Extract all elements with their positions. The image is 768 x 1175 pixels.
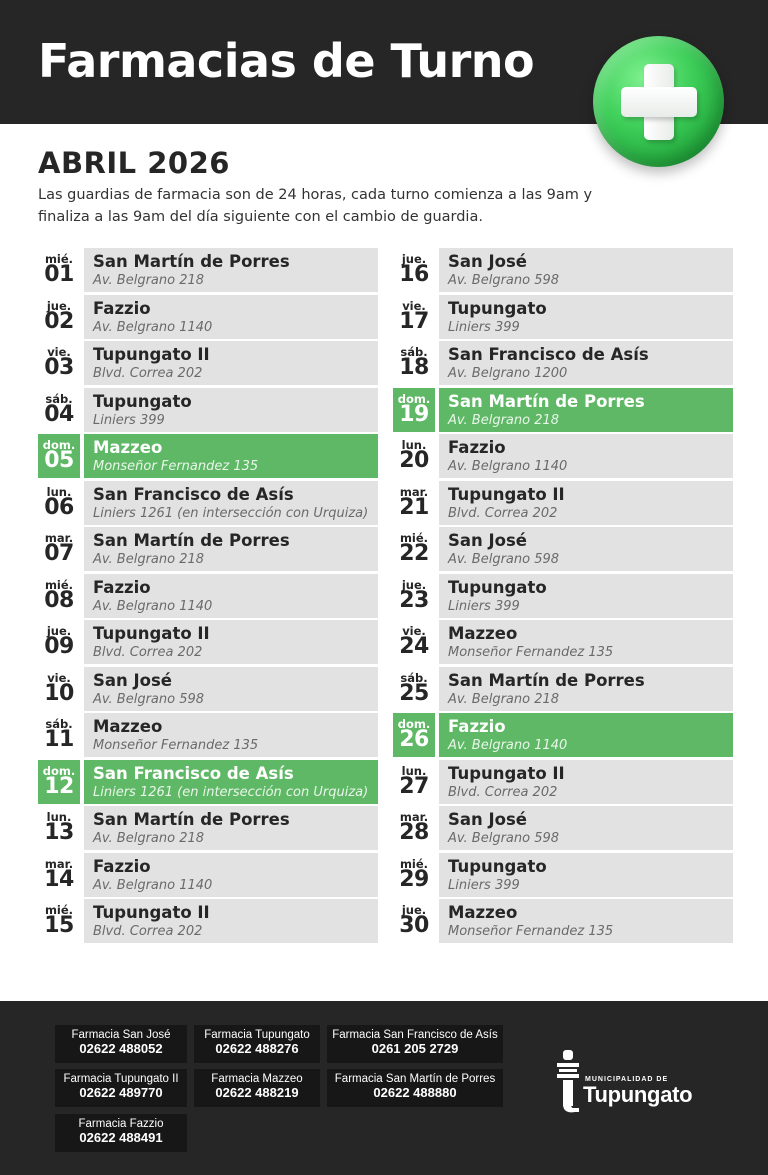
pharmacy-cell (84, 434, 378, 478)
day-number: 11 (44, 727, 74, 752)
schedule-row (38, 248, 378, 295)
day-of-week: mar. (44, 856, 74, 871)
pharmacy-address: Av. Belgrano 598 (448, 552, 560, 567)
day-number: 05 (44, 448, 74, 473)
pharmacy-cell (439, 481, 733, 525)
schedule-row (38, 667, 378, 714)
phone-name: Farmacia Tupungato II (63, 1073, 179, 1085)
pharmacy-address: Av. Belgrano 598 (448, 831, 560, 846)
phone-card (55, 1069, 187, 1107)
schedule-row (393, 760, 733, 807)
pharmacy-cell (439, 760, 733, 804)
day-number: 27 (399, 773, 429, 799)
date-cell (393, 713, 435, 757)
day-number: 24 (399, 634, 429, 659)
pharmacy-address: Av. Belgrano 218 (93, 273, 205, 288)
day-of-week: vie. (402, 298, 426, 313)
pharmacy-address: Liniers 399 (448, 319, 520, 335)
day-number: 18 (399, 355, 429, 380)
day-of-week: sáb. (45, 717, 73, 731)
day-number: 06 (44, 494, 74, 520)
date-cell (393, 248, 435, 292)
date-cell (38, 341, 80, 385)
phone-name: Farmacia Fazzio (78, 1118, 164, 1130)
schedule-row (393, 434, 733, 481)
phone-card (55, 1114, 187, 1152)
pharmacy-address: Av. Belgrano 1140 (93, 598, 213, 614)
pharmacy-name: Fazzio (93, 577, 151, 597)
green-cross-icon (593, 36, 724, 167)
day-number: 15 (44, 913, 74, 938)
date-cell (393, 341, 435, 385)
pharmacy-address: Liniers 1261 (en intersección con Urquiza) (93, 505, 369, 521)
date-cell (393, 388, 435, 432)
date-cell (38, 481, 80, 525)
day-of-week: jue. (46, 624, 72, 638)
pharmacy-cell (84, 248, 378, 292)
pharmacy-address: Av. Belgrano 1140 (93, 319, 213, 335)
day-number: 09 (44, 634, 74, 659)
day-of-week: lun. (401, 438, 427, 452)
pharmacy-address: Liniers 399 (93, 412, 165, 428)
pharmacy-address: Blvd. Correa 202 (448, 784, 558, 800)
schedule-row (393, 248, 733, 295)
date-cell (38, 388, 80, 432)
month-heading: ABRIL 2026 (38, 146, 230, 180)
schedule-row (393, 527, 733, 574)
pharmacy-name: San José (448, 252, 527, 271)
phone-name: Farmacia San Francisco de Asís (332, 1029, 498, 1041)
day-number: 17 (399, 308, 429, 334)
pharmacy-name: Fazzio (93, 298, 151, 318)
pharmacy-name: Tupungato (448, 298, 547, 318)
schedule-row (38, 341, 378, 388)
schedule-row (393, 667, 733, 714)
pharmacy-name: San Martín de Porres (448, 670, 645, 690)
schedule-row (38, 899, 378, 946)
day-number: 03 (44, 355, 74, 380)
date-cell (393, 760, 435, 804)
pharmacy-name: San José (448, 531, 527, 550)
pharmacy-address: Monseñor Fernandez 135 (93, 738, 259, 753)
schedule-column-left (38, 248, 378, 946)
phone-name: Farmacia Tupungato (204, 1029, 310, 1041)
pharmacy-address: Av. Belgrano 1140 (448, 459, 568, 474)
day-of-week: vie. (47, 670, 71, 685)
pharmacy-address: Monseñor Fernandez 135 (93, 459, 259, 474)
schedule-row (38, 527, 378, 574)
date-cell (38, 620, 80, 664)
schedule-row (393, 713, 733, 760)
pharmacy-cell (84, 620, 378, 664)
pharmacy-name: San Francisco de Asís (448, 345, 649, 364)
phone-number: 02622 488491 (79, 1130, 163, 1145)
day-of-week: mié. (44, 252, 74, 266)
pharmacy-cell (439, 806, 733, 850)
pharmacy-address: Blvd. Correa 202 (93, 924, 203, 939)
day-of-week: lun. (46, 484, 72, 499)
day-of-week: sáb. (400, 345, 428, 359)
pharmacy-name: San Martín de Porres (448, 391, 645, 411)
pharmacy-address: Av. Belgrano 1200 (448, 366, 568, 381)
schedule-row (38, 481, 378, 528)
day-of-week: jue. (401, 577, 427, 592)
date-cell (393, 434, 435, 478)
pharmacy-cell (439, 295, 733, 339)
pharmacy-cell (439, 341, 733, 385)
day-number: 26 (399, 727, 429, 752)
pharmacy-cell (439, 388, 733, 432)
phone-name: Farmacia Mazzeo (211, 1073, 303, 1085)
phone-number: 02622 488052 (79, 1041, 163, 1056)
pharmacy-address: Av. Belgrano 1140 (448, 738, 568, 753)
pharmacy-cell (439, 248, 733, 292)
pharmacy-name: Mazzeo (93, 717, 163, 736)
date-cell (393, 527, 435, 571)
pharmacy-cell (439, 853, 733, 897)
phone-number: 02622 488219 (215, 1085, 299, 1100)
phone-number: 02622 489770 (79, 1085, 163, 1100)
phone-number: 0261 205 2729 (371, 1041, 459, 1056)
date-cell (38, 248, 80, 292)
schedule-row (393, 388, 733, 435)
schedule-row (38, 713, 378, 760)
pharmacy-cell (84, 574, 378, 618)
pharmacy-cell (84, 667, 378, 711)
pharmacy-name: San Martín de Porres (93, 810, 290, 829)
schedule-row (393, 341, 733, 388)
pharmacy-name: Mazzeo (448, 903, 518, 922)
pharmacy-cell (84, 760, 378, 804)
pharmacy-address: Liniers 399 (448, 877, 520, 893)
schedule-row (38, 388, 378, 435)
pharmacy-address: Monseñor Fernandez 135 (448, 924, 614, 939)
day-of-week: mié. (399, 531, 429, 545)
schedule-row (393, 899, 733, 946)
day-of-week: mié. (44, 903, 74, 917)
date-cell (393, 667, 435, 711)
phone-card (194, 1069, 320, 1107)
day-of-week: jue. (401, 252, 427, 266)
day-of-week: mié. (44, 577, 74, 592)
pharmacy-name: Fazzio (448, 717, 506, 736)
day-of-week: lun. (401, 763, 427, 778)
pharmacy-name: San José (448, 810, 527, 829)
schedule-row (38, 853, 378, 900)
day-number: 08 (44, 587, 74, 613)
municipality-logo (553, 1046, 713, 1118)
schedule-row (393, 620, 733, 667)
day-of-week: dom. (397, 391, 431, 406)
day-number: 21 (399, 494, 429, 520)
date-cell (38, 527, 80, 571)
pharmacy-name: Tupungato II (93, 903, 210, 922)
day-number: 02 (44, 308, 74, 334)
day-of-week: dom. (42, 438, 76, 452)
phone-number: 02622 488880 (373, 1085, 457, 1100)
pharmacy-address: Av. Belgrano 218 (448, 691, 560, 707)
day-of-week: vie. (402, 624, 426, 638)
page-title: Farmacias de Turno (38, 34, 535, 88)
date-cell (38, 434, 80, 478)
schedule-row (393, 853, 733, 900)
pharmacy-cell (84, 527, 378, 571)
schedule-row (393, 574, 733, 621)
schedule-row (38, 434, 378, 481)
date-cell (393, 295, 435, 339)
day-number: 19 (399, 401, 429, 427)
pharmacy-name: Fazzio (448, 438, 506, 457)
pharmacy-name: Tupungato (93, 391, 192, 411)
pharmacy-name: Tupungato II (448, 484, 565, 504)
date-cell (38, 574, 80, 618)
date-cell (38, 899, 80, 943)
logo-big-text: Tupungato (583, 1082, 693, 1107)
date-cell (393, 806, 435, 850)
schedule-row (38, 574, 378, 621)
day-of-week: sáb. (400, 670, 428, 685)
day-of-week: mar. (44, 531, 74, 545)
day-of-week: dom. (397, 717, 431, 731)
pharmacy-cell (439, 713, 733, 757)
pharmacy-address: Av. Belgrano 598 (448, 273, 560, 288)
day-number: 01 (44, 262, 74, 287)
schedule-row (393, 806, 733, 853)
date-cell (38, 667, 80, 711)
pharmacy-cell (84, 713, 378, 757)
day-of-week: jue. (46, 298, 72, 313)
day-of-week: mar. (399, 810, 429, 824)
pharmacy-address: Liniers 399 (448, 598, 520, 614)
pharmacy-address: Monseñor Fernandez 135 (448, 645, 614, 660)
pharmacy-name: San Martín de Porres (93, 531, 290, 550)
date-cell (38, 806, 80, 850)
pharmacy-address: Blvd. Correa 202 (448, 505, 558, 521)
pharmacy-address: Blvd. Correa 202 (93, 645, 203, 660)
phone-number: 02622 488276 (215, 1041, 299, 1056)
day-number: 22 (399, 541, 429, 566)
schedule-row (38, 295, 378, 342)
day-of-week: sáb. (45, 391, 73, 406)
phone-name: Farmacia San Martín de Porres (334, 1073, 496, 1085)
schedule-row (393, 481, 733, 528)
pharmacy-address: Av. Belgrano 218 (93, 831, 205, 846)
pharmacy-address: Av. Belgrano 598 (93, 691, 205, 707)
pharmacy-name: Tupungato II (93, 345, 210, 364)
day-of-week: lun. (46, 810, 72, 824)
schedule-row (38, 806, 378, 853)
day-of-week: vie. (47, 345, 71, 359)
pharmacy-address: Blvd. Correa 202 (93, 366, 203, 381)
day-number: 10 (44, 680, 74, 706)
pharmacy-name: Fazzio (93, 856, 151, 876)
pharmacy-cell (84, 295, 378, 339)
day-number: 07 (44, 541, 74, 566)
pharmacy-cell (439, 574, 733, 618)
pharmacy-name: San Francisco de Asís (93, 484, 294, 504)
pharmacy-cell (84, 806, 378, 850)
pharmacy-name: Mazzeo (448, 624, 518, 643)
municipality-logo-icon (557, 1050, 579, 1114)
pharmacy-cell (84, 481, 378, 525)
schedule-column-right (393, 248, 733, 946)
day-of-week: mar. (399, 484, 429, 499)
intro-text: Las guardias de farmacia son de 24 horas, cada turno comienza a las 9am y finaliza a las 9am del día siguiente con el cambio de guardia. (38, 187, 593, 225)
pharmacy-address: Liniers 1261 (en intersección con Urquiza) (93, 784, 369, 800)
schedule-row (38, 620, 378, 667)
phone-name: Farmacia San José (71, 1029, 171, 1041)
day-number: 04 (44, 401, 74, 427)
date-cell (393, 620, 435, 664)
pharmacy-name: Tupungato (448, 577, 547, 597)
phone-card (194, 1025, 320, 1063)
day-number: 30 (399, 913, 429, 938)
pharmacy-cell (84, 388, 378, 432)
date-cell (393, 574, 435, 618)
day-number: 14 (44, 866, 74, 892)
pharmacy-cell (439, 620, 733, 664)
pharmacy-name: Mazzeo (93, 438, 163, 457)
pharmacy-name: San Martín de Porres (93, 252, 290, 271)
day-number: 20 (399, 448, 429, 473)
pharmacy-name: San Francisco de Asís (93, 763, 294, 783)
phone-card (55, 1025, 187, 1063)
date-cell (38, 853, 80, 897)
date-cell (393, 481, 435, 525)
pharmacy-cell (84, 853, 378, 897)
pharmacy-cell (439, 527, 733, 571)
schedule-row (38, 760, 378, 807)
pharmacy-cell (439, 667, 733, 711)
day-number: 16 (399, 262, 429, 287)
date-cell (38, 713, 80, 757)
pharmacy-name: Tupungato II (448, 763, 565, 783)
pharmacy-name: Tupungato (448, 856, 547, 876)
pharmacy-cell (84, 341, 378, 385)
day-of-week: dom. (42, 763, 76, 778)
schedule-row (393, 295, 733, 342)
date-cell (393, 899, 435, 943)
day-of-week: mié. (399, 856, 429, 871)
date-cell (38, 295, 80, 339)
logo-small-text: MUNICIPALIDAD DE (585, 1076, 669, 1083)
date-cell (393, 853, 435, 897)
day-number: 23 (399, 587, 429, 613)
pharmacy-address: Av. Belgrano 1140 (93, 877, 213, 893)
day-number: 25 (399, 680, 429, 706)
pharmacy-name: San José (93, 670, 172, 690)
phone-card (327, 1069, 503, 1107)
day-number: 29 (399, 866, 429, 892)
day-of-week: jue. (401, 903, 427, 917)
day-number: 28 (399, 820, 429, 845)
pharmacy-address: Av. Belgrano 218 (448, 412, 560, 428)
day-number: 12 (44, 773, 74, 799)
pharmacy-cell (84, 899, 378, 943)
pharmacy-cell (439, 899, 733, 943)
pharmacy-name: Tupungato II (93, 624, 210, 643)
day-number: 13 (44, 820, 74, 845)
phone-card (327, 1025, 503, 1063)
date-cell (38, 760, 80, 804)
pharmacy-cell (439, 434, 733, 478)
pharmacy-address: Av. Belgrano 218 (93, 552, 205, 567)
